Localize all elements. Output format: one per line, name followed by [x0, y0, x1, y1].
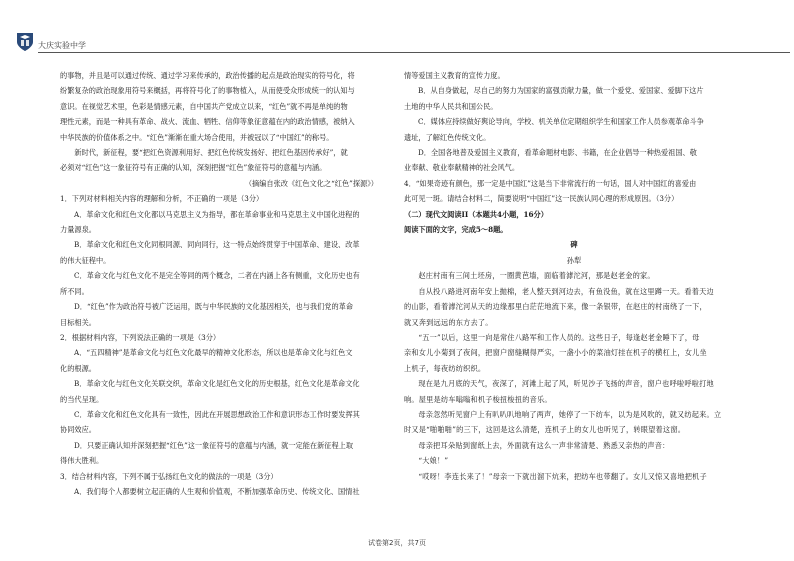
story-line: “哎呀！李连长来了！”母亲一下就出溜下炕来，把纺车也带翻了。女儿又惊又喜地把机子: [418, 471, 707, 481]
option-line: C．革命文化和红色文化具有一致性，因此在开展思想政治工作和意识形态工作时要发挥其: [74, 409, 360, 419]
page-footer: 试卷第2页，共7页: [368, 539, 426, 547]
story-line: 亲和女儿小菊到了夜间，把窗户窗缝糊得严实，一盏小小的菜油灯挂在机子的横杠上，女儿坐: [404, 348, 707, 358]
passage-line: 意识。在视觉艺术里，色彩是情感元素，自中国共产党成立以来，“红色”就不再是单纯的物: [60, 101, 348, 111]
passage-line: 纷繁复杂的政治现象用符号来概括，再将符号化了的事物植入，从而使受众形成统一的认知与: [60, 86, 355, 96]
option-line: 土地的中华人民共和国公民。: [404, 101, 498, 111]
passage-line: 新时代，新征程，要“把红色资源利用好、把红色传统发扬好、把红色基因传承好”，就: [74, 148, 348, 158]
option-line: C．革命文化与红色文化不是完全等同的两个概念，二者在内涵上各有侧重，文化历史也有: [74, 271, 360, 281]
option-line: 协同效应。: [60, 425, 96, 435]
passage-line: 理性元素，而是一种具有革命、战火、流血、牺牲、信仰等象征意蕴在内的政治情感，被纳入: [60, 117, 355, 127]
option-line: 力量源泉。: [60, 225, 96, 235]
option-line: 化的根源。: [60, 363, 96, 373]
question-stem: 4．“如果奇迹有颜色，那一定是中国红”这是当下非常流行的一句话，国人对中国红的喜爱由: [404, 178, 697, 188]
story-line: 就又奔到远远的东方去了。: [404, 317, 493, 327]
option-line: D．只要正确认知并深刻把握“红色”这一象征符号的意蕴与内涵，就一定能在新征程上取: [74, 440, 354, 450]
option-line: C．媒体应持续做好舆论导向，学校、机关单位定期组织学生和国家工作人员参观革命斗争: [418, 117, 704, 127]
option-line: D．全国各地普及爱国主义教育，看革命题材电影、书籍，在企业倡导一种热爱祖国、敬: [418, 148, 697, 158]
question-stem: 此可见一斑。请结合材料二，简要说明“中国红”这一民族认同心理的形成原因。（3分）: [404, 194, 679, 204]
question-stem: 2．根据材料内容，下列说法正确的一项是（3分）: [60, 332, 221, 342]
option-line: D．“红色”作为政治符号被广泛运用，既与中华民族的文化基因相关，也与我们党的革命: [74, 302, 354, 312]
story-title: 碑: [570, 240, 578, 250]
left-column: [60, 68, 388, 499]
passage-line: 必须对“红色”这一象征符号有正确的认知，深刻把握“红色”象征符号的意蕴与内涵。: [60, 163, 327, 173]
option-line: 的当代呈现。: [60, 394, 104, 404]
story-line: “五一”以后，这里一向是常住八路军和工作人员的。这些日子，每逢赵老金睡下了，母: [418, 332, 700, 342]
option-line: A．革命文化和红色文化都以马克思主义为指导，都在革命事业和马克思主义中国化进程的: [74, 209, 360, 219]
option-line: 的伟大征程中。: [60, 255, 111, 265]
story-line: “大娘！”: [418, 456, 449, 466]
option-line: 业奉献、敬业奉献精神的社会风气。: [404, 163, 520, 173]
option-line: B．革命文化与红色文化关联交织，革命文化是红色文化的历史根基，红色文化是革命文化: [74, 379, 360, 389]
story-line: 赵庄村南有三间土坯房，一圈黄芭墙，面临着滹沱河，那是赵老金的家。: [418, 271, 655, 281]
option-line: 遗址，了解红色传统文化。: [404, 132, 491, 142]
passage-line: 的事物，并且是可以通过传统、通过学习来传承的，政治传播的起点是政治现实的符号化，将: [60, 71, 355, 80]
story-line: 上机子，每夜纺纺织织。: [404, 363, 486, 373]
option-line: B．革命文化和红色文化同根同源、同向同行，这一特点始终贯穿于中国革命、建设、改革: [74, 240, 360, 250]
right-column: [404, 68, 744, 484]
story-line: 自从投八路进河南年安上抛棉，老人整天到河边去，有鱼没鱼，就在这里蹲一天。看着天边: [418, 286, 714, 296]
story-author: 孙犁: [566, 255, 582, 265]
reading-instruction: 阅读下面的文字，完成5～8题。: [404, 225, 508, 235]
option-line: 得伟大胜利。: [60, 456, 104, 466]
story-line: 母亲忽然听见窗户上有叭叭叭地响了两声，她停了一下纺车，以为是风吹的，就又纺起来。立: [418, 409, 722, 419]
option-line: A．我们每个人都要树立起正确的人生观和价值观，不断加强革命历史、传统文化、国情社: [74, 486, 360, 496]
option-line: 目标相关。: [60, 317, 96, 327]
school-logo-icon: [14, 30, 36, 52]
option-line: 情等爱国主义教育的宣传力度。: [404, 71, 505, 80]
page-header: [0, 0, 794, 56]
story-line: 母亲把耳朵贴到窗纸上去，外面就有这么一声非常清楚、熟悉又亲热的声音：: [418, 440, 670, 450]
story-line: 现在是九月底的天气，夜深了，河滩上起了风，听见沙子飞扬的声音，窗户也呼啦呼啦打地: [418, 379, 714, 389]
section-title: （二）现代文阅读II（本题共4小题，16分）: [404, 209, 548, 219]
story-line: 时又是“啪啪啪”的三下，这回是这么清楚，连机子上的女儿也听见了，转眼望着这窗。: [404, 425, 686, 435]
question-stem: 3．结合材料内容，下列不属于弘扬红色文化的做法的一项是（3分）: [60, 471, 278, 481]
school-name: 大庆实验中学: [38, 41, 86, 50]
header-rule: [38, 52, 790, 53]
option-line: A．“五四精神”是革命文化与红色文化最早的精神文化形态，所以也是革命文化与红色文: [74, 348, 353, 358]
story-line: 的山影，看着滹沱河从天的边缘那里白茫茫地流下来，像一条银带，在赵庄的村南绕了一下，: [404, 302, 707, 312]
source-citation: （摘编自张改《红色文化之“红色”探源》）: [244, 178, 378, 188]
question-stem: 1．下列对材料相关内容的理解和分析，不正确的一项是（3分）: [60, 194, 264, 204]
story-line: 响。屋里是纺车嗡嗡和机子梭扭梭扭的音乐。: [404, 394, 552, 404]
passage-line: 中华民族的价值体系之中。“红色”渐渐在重大场合使用，并被冠以了“中国红”的称号。: [60, 132, 334, 142]
option-line: 所不同。: [60, 286, 89, 296]
option-line: B．从自身做起，尽自己的努力为国家的富强贡献力量，做一个爱党、爱国家、爱脚下这片: [418, 86, 704, 96]
